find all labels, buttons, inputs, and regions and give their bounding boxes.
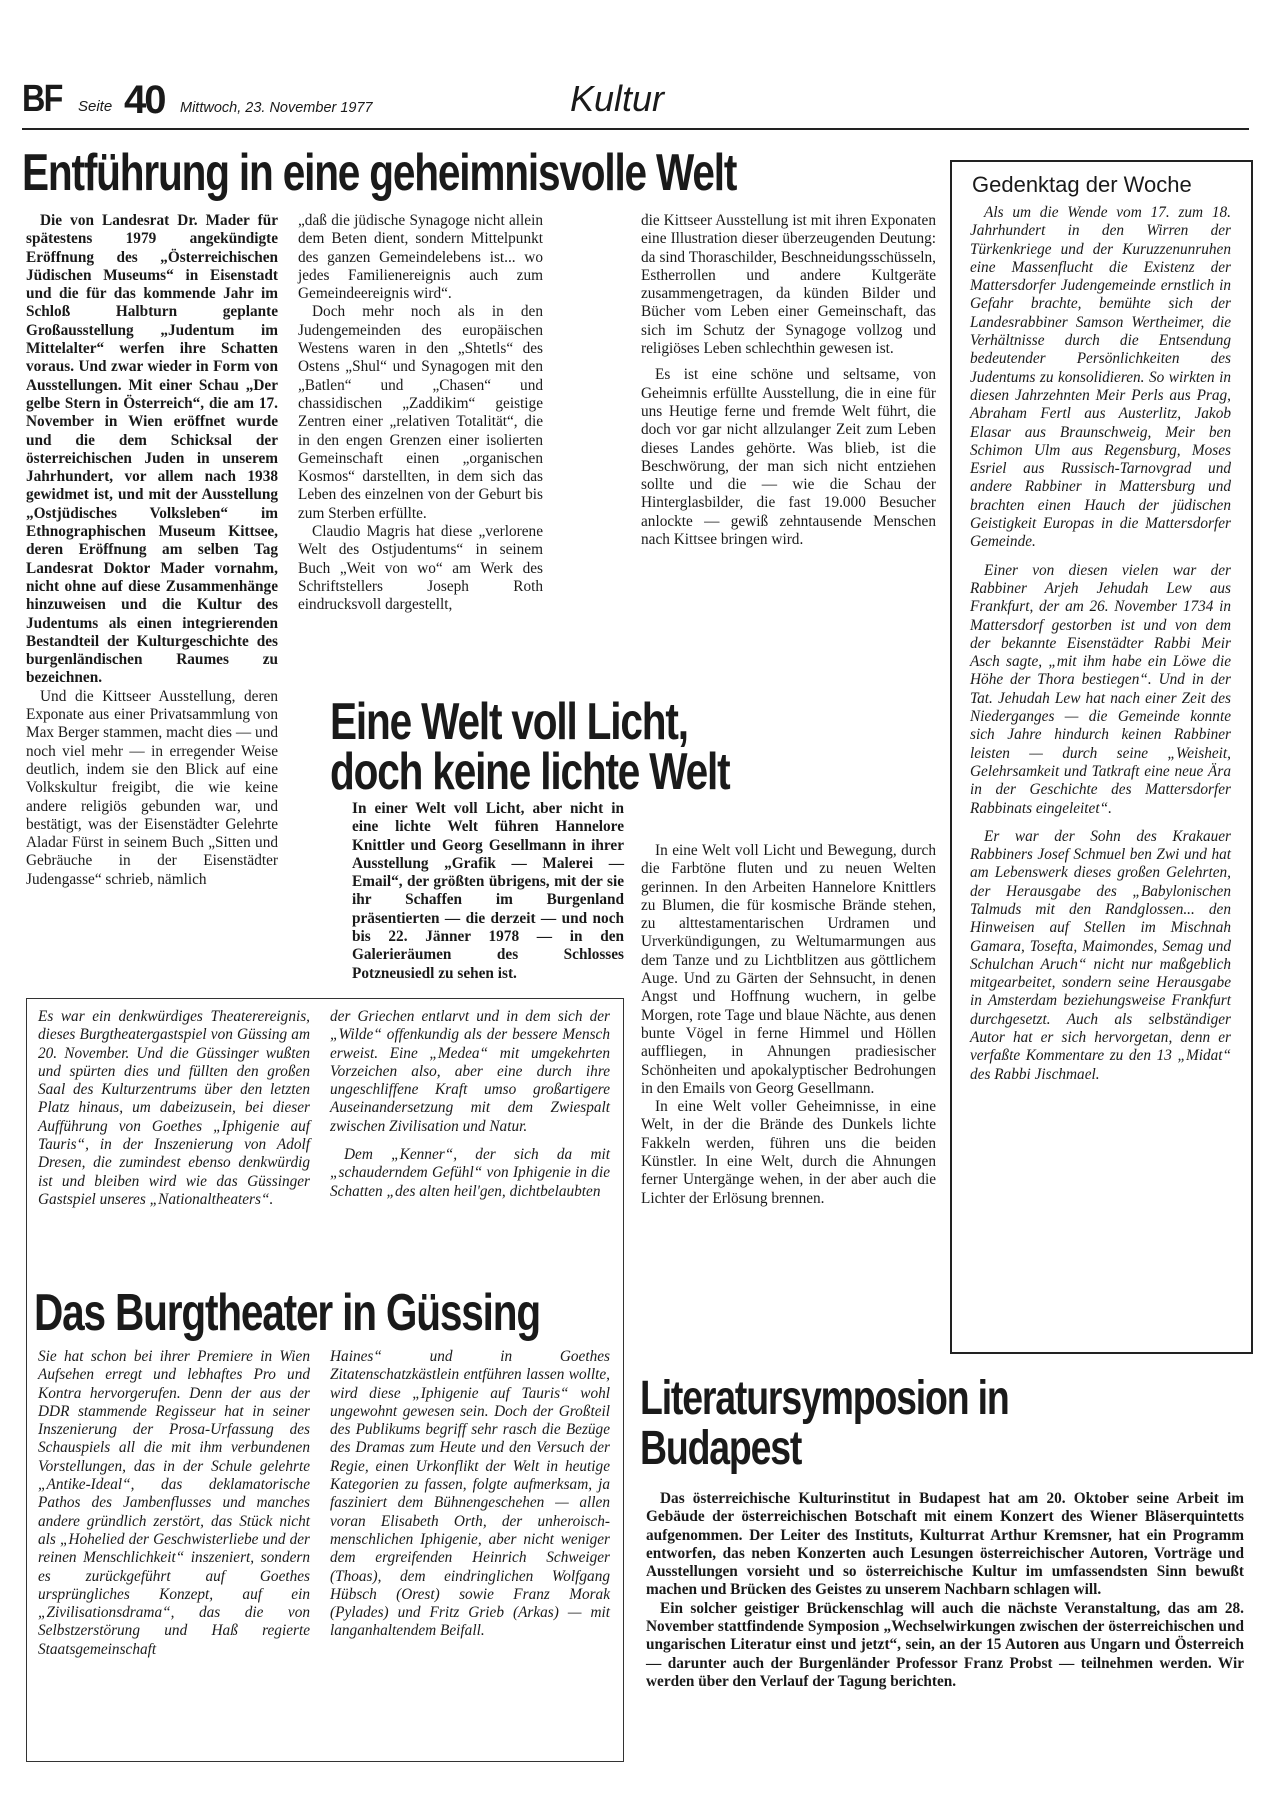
article4-body bbox=[646, 1490, 1244, 1691]
article1-headline: Entführung in eine geheimnisvolle Welt bbox=[22, 144, 737, 202]
article1-p6: Es ist eine schöne und seltsame, von Geheimnis erfüllte Ausstellung, die in eine für uns Heutige ferne und fremde Welt führt, die doch vor gar nicht allzulanger Zeit zum Leben dieses Landes gehörte. Was blieb, ist die Beschwörung, der man sich nicht entziehen sollte und die — wie die Schau der Hinterglasbilder, die fast 19.000 Besucher anlockte — gewiß zehntausende Menschen nach Kittsee bringen wird. bbox=[641, 366, 936, 549]
gedenktag-p1: Als um die Wende vom 17. zum 18. Jahrhundert in den Wirren der Türkenkriege und der Kuruzzenunruhen eine Massenflucht die Existenz der Mattersdorfer Judengemeinde ernstlich in Gefahr brachte, bemühte sich der Landesrabbiner Samson Wertheimer, die Verhältnisse durch die Entsendung bedeutender Persönlichkeiten des Judentums zu konsolidieren. So wirkten in diesen Jahrzehnten Meir Perls aus Prag, Abraham Fertl aus Austerlitz, Jakob Elasar aus Braunschweig, Meir ben Schimon Ulm aus Regensburg, Moses Esriel aus Russisch-Tarnovgrad und andere Rabbiner in Mattersburg und brachten einen Hauch der jüdischen Geistigkeit Europas in die Mattersdorfer Gemeinde. bbox=[970, 204, 1231, 551]
article2-p1: In eine Welt voll Licht und Bewegung, durch die Farbtöne fluten und zu neuen Welten gerinnen. In den Arbeiten Hannelore Knittlers zu Blumen, die für kosmische Brände stehen, zu alttestamentarischen Urdramen und Urverkündigungen, zu Weltumarmungen aus dem Tanze und zu Lichtblitzen aus göttlichem Auge. Und zu Gärten der Sehnsucht, in denen Angst und Hoffnung wuchern, in gelbe Morgen, rote Tage und blaue Nächte, aus denen bunte Vögel in ferne Himmel und Höllen auffliegen, in Ahnungen pradiesischer Schönheiten und apokalyptischer Bedrohungen in den Emails von Georg Gesellmann. bbox=[641, 842, 936, 1097]
page-number: 40 bbox=[124, 78, 165, 122]
article4-p1: Das österreichische Kulturinstitut in Budapest hat am 20. Oktober seine Arbeit im Gebäude der österreichischen Botschaft mit einem Konzert des Wiener Bläserquintetts aufgenommen. Der Leiter des Instituts, Kulturrat Arthur Kremsner, hat ein Programm entworfen, das neben Konzerten auch Lesungen österreichischer Autoren, Vorträge und Ausstellungen vorsieht und so österreichische Kultur im umfassendsten Sinn bewußt machen und Brücken des Geistes zu unserem Nachbarn schlagen will. bbox=[646, 1490, 1244, 1599]
header-rule bbox=[22, 128, 1249, 130]
article1-p1: Und die Kittseer Ausstellung, deren Exponate aus einer Privatsammlung von Max Berger stammen, macht dies — und noch viel mehr — in erregender Weise deutlich, indem sie den Blick auf eine Volkskultur freigibt, die wie keine andere religiös gebunden war, und bestätigt, was der Eisenstädter Gelehrte Aladar Fürst in seinem Buch „Sitten und Gebräuche in der Eisenstädter Judengasse“ schrieb, nämlich bbox=[26, 687, 278, 888]
article4-headline-2: Budapest bbox=[640, 1422, 802, 1475]
article3-p5: Haines“ und in Goethes Zitatenschatzkästlein entführen lassen wollte, wird diese „Iphigenie auf Tauris“ wohl ungewohnt gewesen sein. Doch der Großteil des Publikums begriff sehr rasch die Bezüge des Dramas zum Heute und den Versuch der Regie, einen Urkonflikt der Welt in heutige Kategorien zu fassen, folgte aufmerksam, ja fasziniert dem Bühnengeschehen — allen voran Elisabeth Orth, der unheroisch-menschlichen Iphigenie, aber nicht weniger dem ergreifenden Heinrich Schweiger (Thoas), dem eindringlichen Wolfgang Hübsch (Orest) sowie Franz Morak (Pylades) und Fritz Grieb (Arkas) — mit langanhaltendem Beifall. bbox=[330, 1348, 610, 1640]
article3-headline: Das Burgtheater in Güssing bbox=[34, 1284, 540, 1342]
article4-headline-1: Literatursymposion in bbox=[640, 1372, 1009, 1425]
gedenktag-box bbox=[950, 160, 1253, 1354]
article1-p5: die Kittseer Ausstellung ist mit ihren Exponaten eine Illustration dieser überzeugenden Deutung: da sind Thoraschilder, Beschneidungsschüsseln, Estherrollen und andere Kultgeräte zusammengetragen, da künden Bilder und Bücher vom Leben einer Gemeinschaft, das sich im Schutz der Synagoge vollzog und religiöses Leben schlechthin gewesen ist. bbox=[641, 212, 936, 358]
article3-p2: der Griechen entlarvt und in dem sich der „Wilde“ offenkundig als der bessere Mensch erweist. Eine „Medea“ mit umgekehrten Vorzeichen also, aber eine durch ihre ungeschliffene Kraft umso großartigere Auseinandersetzung mit dem Zwiespalt zwischen Zivilisation und Natur. bbox=[330, 1008, 610, 1135]
article3-p1: Es war ein denkwürdiges Theaterereignis, dieses Burgtheatergastspiel von Güssing am 20. November. Und die Güssinger wußten und spürten dies und füllten den großen Saal des Kulturzentrums über den letzten Platz hinaus, um dabeizusein, bei dieser Aufführung von Goethes „Iphigenie auf Tauris“, in der Inszenierung von Adolf Dresen, die zumindest ebenso denkwürdig ist und bleiben wird wie das Güssinger Gastspiel unseres „Nationaltheaters“. bbox=[38, 1008, 310, 1208]
article1-col1 bbox=[26, 212, 278, 889]
article4-p2: Ein solcher geistiger Brückenschlag will auch die nächste Veranstaltung, das am 28. November stattfindende Symposion „Wechselwirkungen zwischen der österreichischen und ungarischen Literatur einst und jetzt“, sein, an der 15 Autoren aus Ungarn und Österreich — darunter auch der Burgenländer Professor Franz Probst — teilnehmen werden. Wir werden über den Verlauf der Tagung berichten. bbox=[646, 1599, 1244, 1690]
article2-headline-2: doch keine lichte Welt bbox=[330, 743, 730, 801]
article1-p3: Doch mehr noch als in den Judengemeinden des europäischen Westens waren in den „Shtetls“ des Ostens „Shul“ und Synagogen mit den „Batlen“ und „Chasen“ und chassidischen „Zaddikim“ geistige Zentren einer „relativen Totalität“, die in den engen Grenzen einer isolierten Gemeinschaft einen „organischen Kosmos“ darstellten, in dem sich das Leben des einzelnen von der Geburt bis zum Sterben erfüllte. bbox=[298, 303, 543, 522]
article1-col2 bbox=[298, 212, 543, 615]
article2-headline-1: Eine Welt voll Licht, bbox=[330, 693, 688, 751]
section-title: Kultur bbox=[570, 78, 665, 119]
article2-body bbox=[641, 842, 936, 1208]
article2-p2: In eine Welt voller Geheimnisse, in eine Welt, in der die Brände des Dunkels lichte Fakkeln werden, führen uns die beiden Künstler. In eine Welt, durch die Ahnungen ferner Untergänge wehen, in der aber auch die Lichter der Erlösung brennen. bbox=[641, 1098, 936, 1207]
article1-col3 bbox=[641, 212, 936, 549]
gedenktag-p3: Er war der Sohn des Krakauer Rabbiners Josef Schmuel ben Zwi und hat am Lebenswerk dieses großen Gelehrten, der Herausgabe des „Babylonischen Talmuds mit den Randglossen... den Hinweisen auf Stellen im Mischnah Gamara, Tosefta, Maimondes, Semag und Schulchan Aruch“ nicht nur maßgeblich mitgearbeitet, sondern seine Herausgabe in Amsterdam beziehungsweise Frankfurt durchgesetzt. Auch als selbständiger Autor hat er sich hervorgetan, denn er verfaßte Kommentare zu den 13 „Midat“ des Rabbi Jischmael. bbox=[970, 827, 1231, 1083]
page-label: Seite bbox=[78, 98, 113, 115]
article1-p4: Claudio Magris hat diese „verlorene Welt des Ostjudentums“ in seinem Buch „Weit von wo“ am Werk des Schriftstellers Joseph Roth eindrucksvoll dargestellt, bbox=[298, 523, 543, 614]
gedenktag-title: Gedenktag der Woche bbox=[972, 172, 1192, 197]
article2-lead: In einer Welt voll Licht, aber nicht in eine lichte Welt führen Hannelore Knittler und Georg Gesellmann in ihrer Ausstellung „Grafik — Malerei — Email“, der größten übrigens, mit der sie ihr Schaffen im Burgenland präsentierten — die derzeit — und noch bis 22. Jänner 1978 — in den Galerieräumen des Schlosses Potzneusiedl zu sehen ist. bbox=[352, 800, 624, 982]
article3-p4: Sie hat schon bei ihrer Premiere in Wien Aufsehen erregt und lebhaftes Pro und Kontra hervorgerufen. Denn der aus der DDR stammende Regisseur hat in seiner Inszenierung der Prosa-Urfassung des Schauspiels all die mit ihm verbundenen Vorstellungen, das in der Schule gelehrte „Antike-Ideal“, das deklamatorische Pathos des Jambenflusses und manches andere gründlich zerstört, das Stück nicht als „Hohelied der Geschwisterliebe und der reinen Menschlichkeit“ inszeniert, sondern es zurückgeführt auf Goethes ursprüngliches Konzept, auf ein „Zivilisationsdrama“, das die von Selbstzerstörung und Haß regierte Staatsgemeinschaft bbox=[38, 1348, 310, 1658]
article3-col2-top bbox=[330, 1008, 610, 1201]
gedenktag-body bbox=[970, 204, 1231, 1084]
issue-date: Mittwoch, 23. November 1977 bbox=[180, 100, 373, 116]
newspaper-logo: BF bbox=[22, 78, 62, 120]
article3-p3: Dem „Kenner“, der sich da mit „schauderndem Gefühl“ von Iphigenie in die Schatten „des alten heil'gen, dichtbelaubten bbox=[330, 1146, 610, 1200]
gedenktag-p2: Einer von diesen vielen war der Rabbiner Arjeh Jehudah Lew aus Frankfurt, der am 26. November 1734 in Mattersdorf gestorben ist und von dem der bekannte Eisenstädter Rabbi Meir Asch sagte, „mit ihm habe ein Löwe die Höhe der Thora bestiegen“. Und in der Tat. Jehudah Lew hat nach einer Zeit des Niederganges — die Gemeinde konnte sich Jahre hindurch keinen Rabbiner leisten — durch seine „Weisheit, Gelehrsamkeit und Tatkraft eine neue Ära in der Geschichte des Mattersdorfer Rabbinats eingeleitet“. bbox=[970, 561, 1231, 817]
article1-lead: Die von Landesrat Dr. Mader für spätestens 1979 angekündigte Eröffnung des „Österreichischen Jüdischen Museums“ in Eisenstadt und die für das kommende Jahr im Schloß Halbturn geplante Großausstellung „Judentum im Mittelalter“ werfen ihre Schatten voraus. Und zwar wieder in Form von Ausstellungen. Mit einer Schau „Der gelbe Stern in Österreich“, die am 17. November in Wien eröffnet wurde und die dem Schicksal der österreichischen Juden in unserem Jahrhundert, vor allem nach 1938 gewidmet ist, und mit der Ausstellung „Ostjüdisches Volksleben“ im Ethnographischen Museum Kittsee, deren Eröffnung am selben Tag Landesrat Doktor Mader vornahm, nicht ohne auf diese Zusammenhänge hinzuweisen und die Kultur des Judentums als einen integrierenden Bestandteil der Kulturgeschichte des burgenländischen Raumes zu bezeichnen. bbox=[26, 212, 278, 687]
article1-p2: „daß die jüdische Synagoge nicht allein dem Beten dient, sondern Mittelpunkt des ganzen Gemeindelebens ist... wo jedes Familienereignis auch zum Gemeindeereignis wird“. bbox=[298, 212, 543, 303]
